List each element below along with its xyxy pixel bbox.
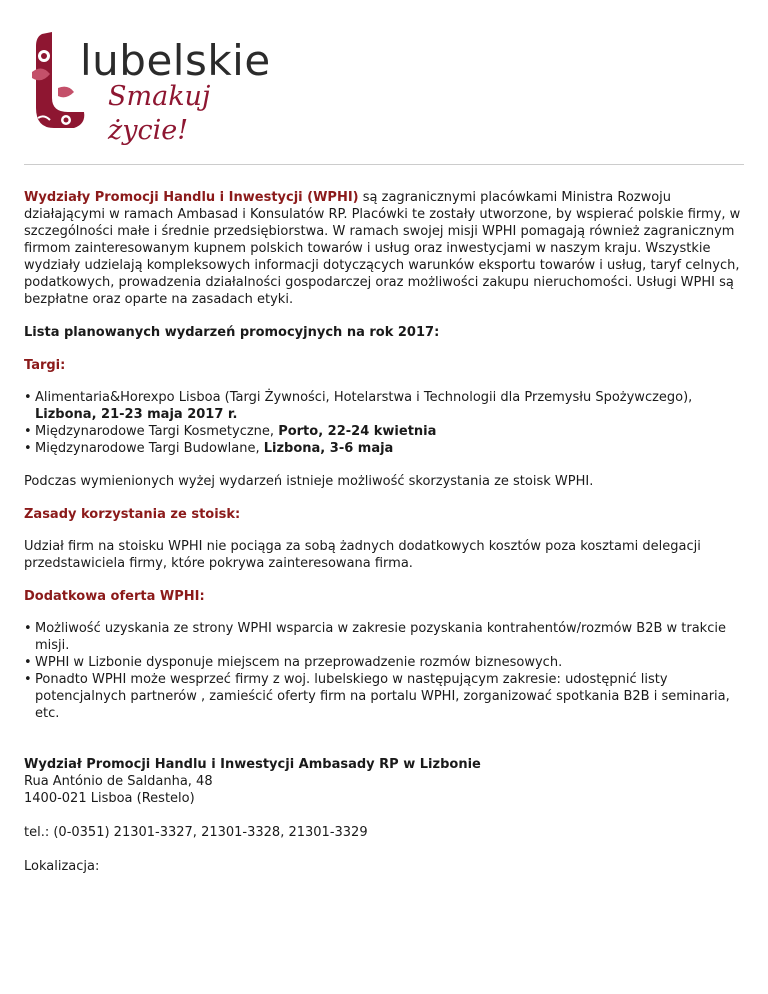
- fair-location: Porto, 22-24 kwietnia: [278, 424, 437, 439]
- rules-text: Udział firm na stoisku WPHI nie pociąga za sobą żadnych dodatkowych kosztów poza kosztami delegacji przedstawiciela firmy, które pokrywa zainteresowana firma.: [24, 539, 701, 571]
- list-item: • Możliwość uzyskania ze strony WPHI wsparcia w zakresie pozyskania kontrahentów/rozmów B2B w trakcie misji.: [35, 620, 744, 654]
- events-heading: Lista planowanych wydarzeń promocyjnych na rok 2017:: [24, 325, 440, 340]
- intro-paragraph: [24, 189, 744, 308]
- offer-list: [24, 620, 744, 722]
- list-item: • Ponadto WPHI może wesprzeć firmy z woj. lubelskiego w następującym zakresie: udostępnić listy potencjalnych partnerów , zamieścić oferty firm na portalu WPHI, zorganizować spotkania B2B i seminaria, etc.: [35, 671, 744, 722]
- location-label: Lokalizacja:: [24, 859, 100, 874]
- contact-city: 1400-021 Lisboa (Restelo): [24, 791, 195, 806]
- fair-text: Międzynarodowe Targi Budowlane,: [35, 441, 264, 456]
- offer-heading: Dodatkowa oferta WPHI:: [24, 589, 205, 604]
- list-item: [35, 389, 744, 423]
- contact-name: Wydział Promocji Handlu i Inwestycji Ambasady RP w Lizbonie: [24, 757, 481, 772]
- fairs-note: Podczas wymienionych wyżej wydarzeń istnieje możliwość skorzystania ze stoisk WPHI.: [24, 474, 594, 489]
- fair-text: Międzynarodowe Targi Kosmetyczne,: [35, 424, 279, 439]
- header-divider: [24, 164, 744, 165]
- fairs-heading: Targi:: [24, 358, 66, 373]
- fairs-list: [24, 389, 744, 457]
- intro-lead: Wydziały Promocji Handlu i Inwestycji (WPHI): [24, 190, 359, 205]
- list-item: • WPHI w Lizbonie dysponuje miejscem na przeprowadzenie rozmów biznesowych.: [35, 654, 744, 671]
- logo-wordmark: lubelskie: [80, 36, 271, 85]
- logo-tagline: Smakuj życie!: [108, 81, 211, 146]
- lubelskie-logo: [28, 28, 278, 146]
- contact-street: Rua António de Saldanha, 48: [24, 774, 213, 789]
- document-content: [24, 189, 744, 875]
- fair-location: Lizbona, 21-23 maja 2017 r.: [35, 407, 238, 422]
- list-item: [35, 423, 744, 440]
- rules-heading: Zasady korzystania ze stoisk:: [24, 507, 241, 522]
- intro-text: są zagranicznymi placówkami Ministra Rozwoju działającymi w ramach Ambasad i Konsulatów RP. Placówki te zostały utworzone, by wspierać polskie firmy, w szczególności małe i średnie przedsiębiorstwa. W ramach swojej misji WPHI pomagają również zagranicznym firmom zainteresowanym kupnem polskich towarów i usług oraz inwestycjami w naszym kraju. Wszystkie wydziały udzielają kompleksowych informacji dotyczących warunków eksportu towarów i usług, taryf celnych, podatkowych, prowadzenia działalności gospodarczej oraz możliwości zakupu nieruchomości. Usługi WPHI są bezpłatne oraz oparte na zasadach etyki.: [24, 190, 741, 307]
- contact-phone: tel.: (0-0351) 21301-3327, 21301-3328, 21301-3329: [24, 825, 368, 840]
- fair-text: Alimentaria&Horexpo Lisboa (Targi Żywności, Hotelarstwa i Technologii dla Przemysłu Spożywczego),: [35, 390, 693, 405]
- logo-emblem-icon: [28, 28, 88, 136]
- list-item: [35, 440, 744, 457]
- fair-location: Lizbona, 3-6 maja: [263, 441, 394, 456]
